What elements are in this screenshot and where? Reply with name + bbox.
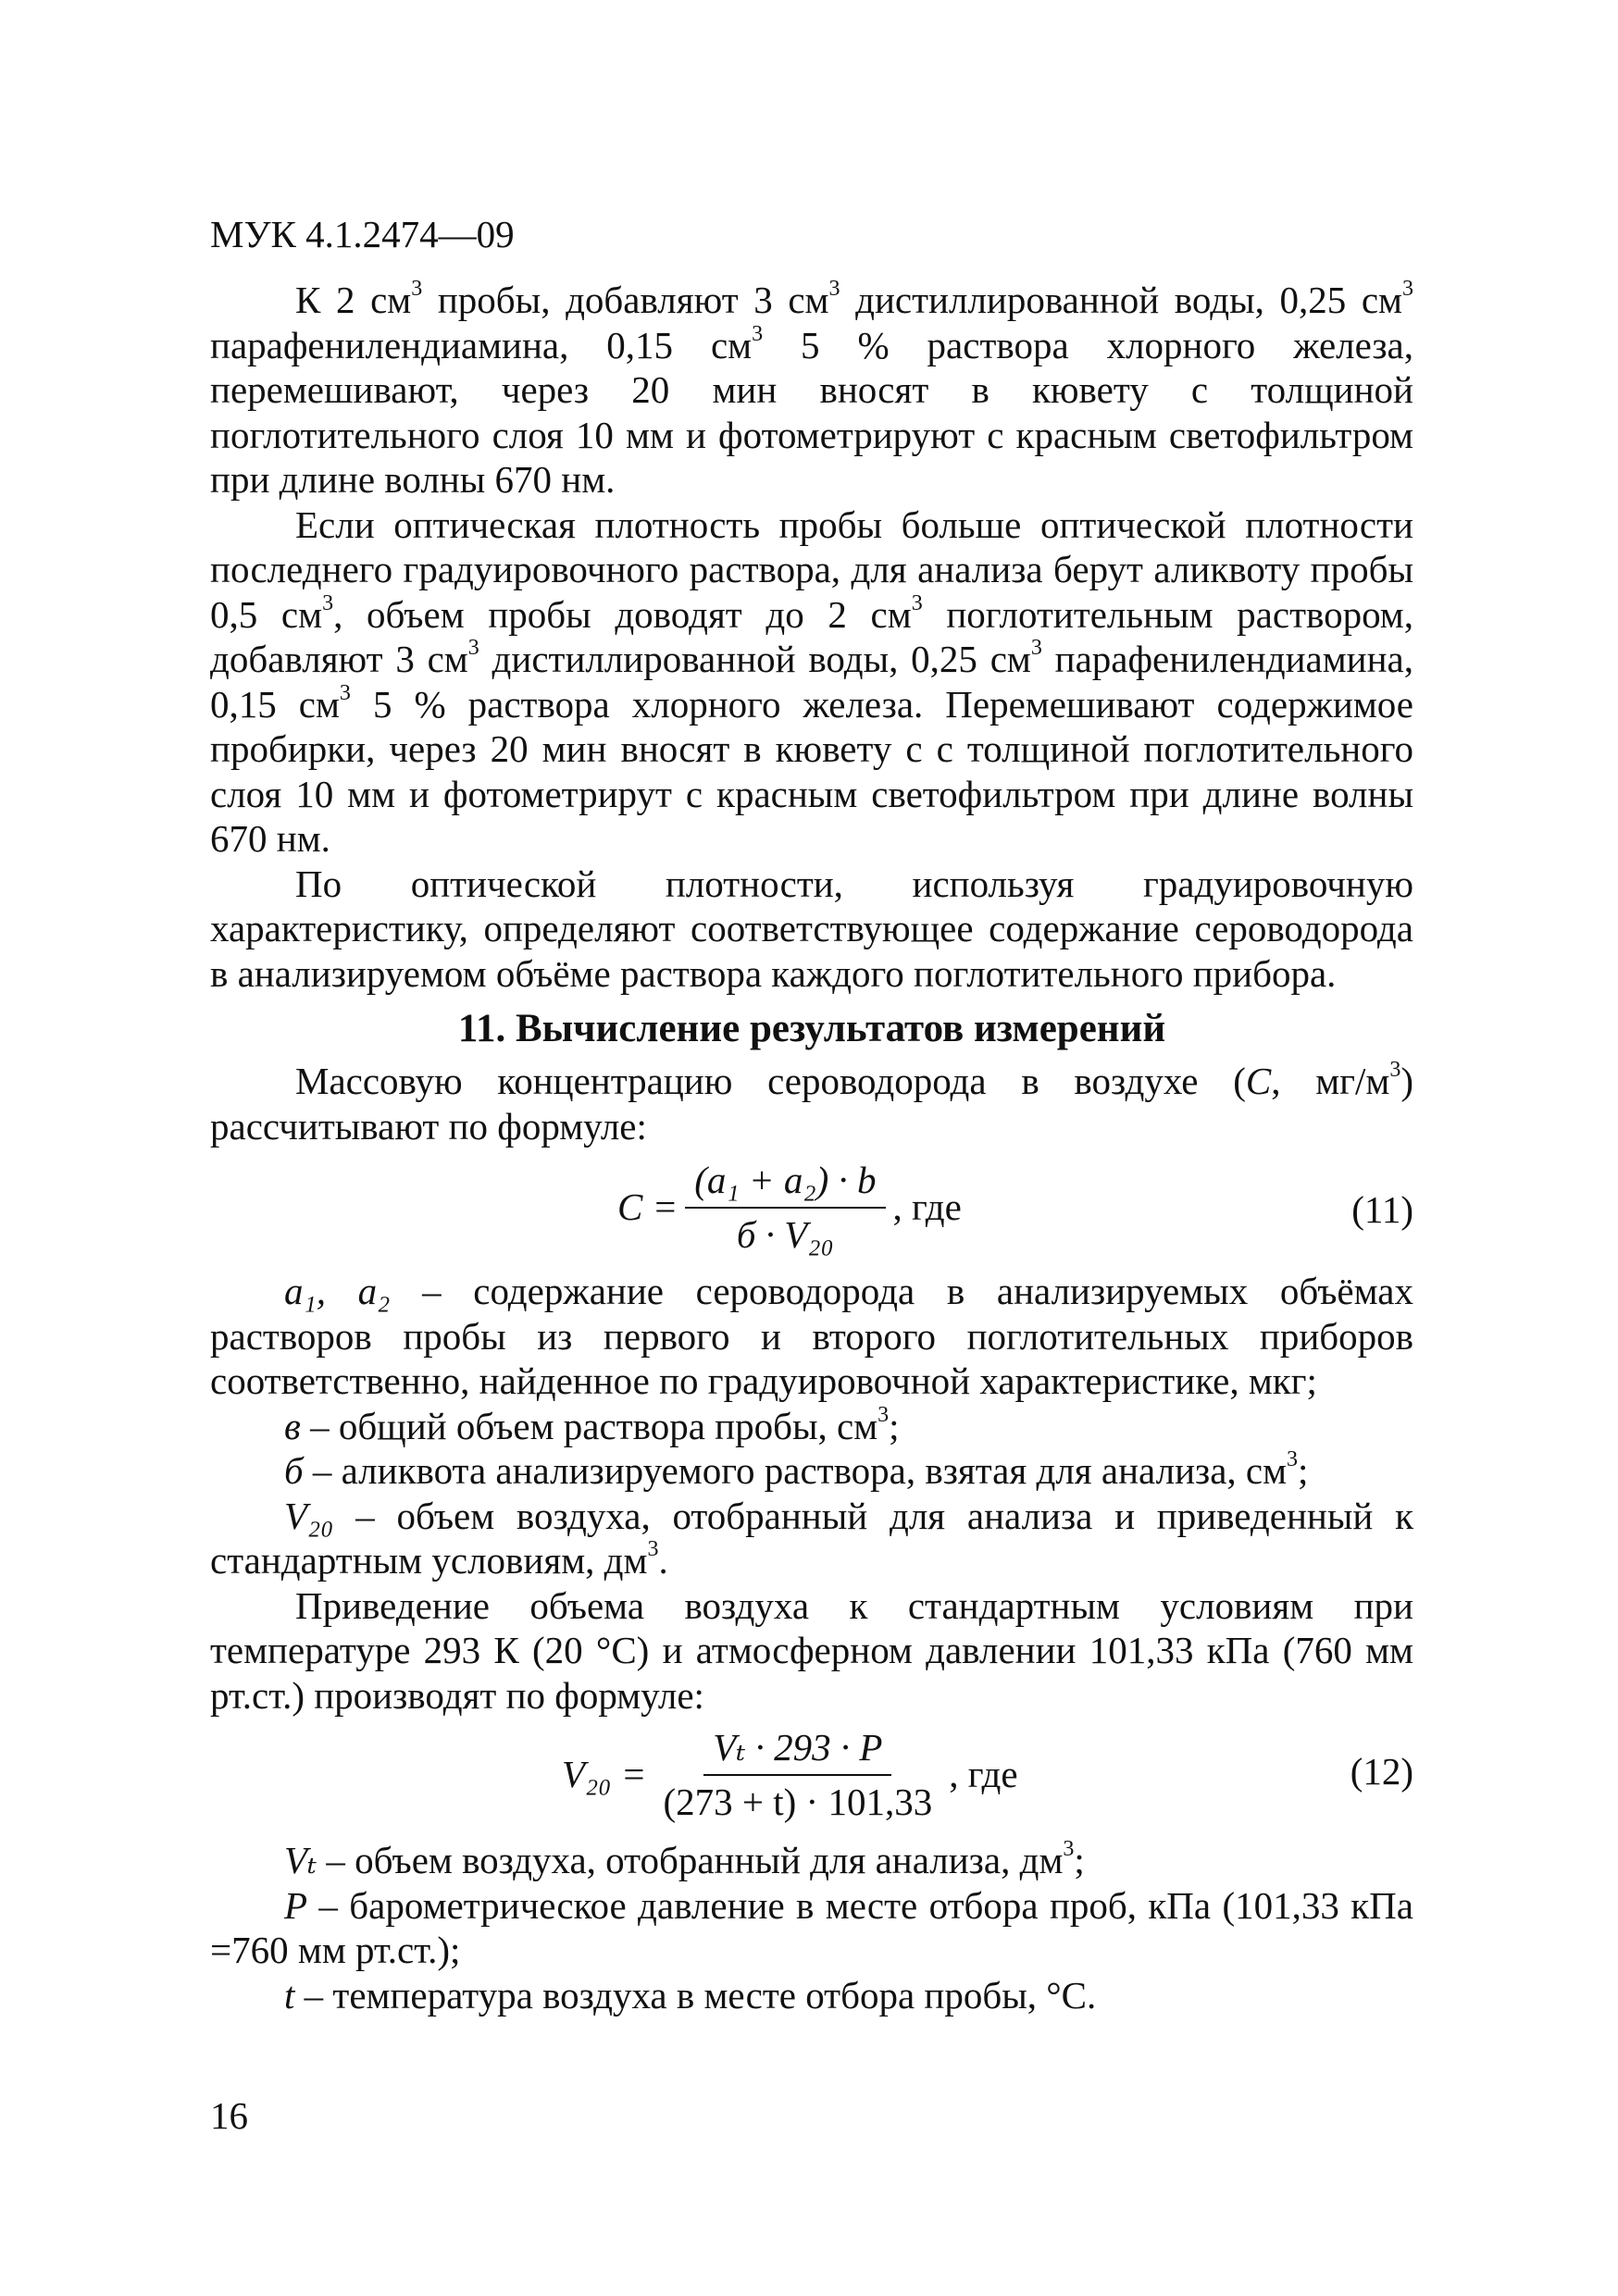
formula-12-row <box>210 1718 1413 1838</box>
variable: б <box>284 1449 304 1492</box>
section-heading: 11. Вычисление результатов измерений <box>457 1007 1166 1050</box>
text-run: дистиллированной воды, 0,25 см <box>840 279 1402 321</box>
fraction <box>685 1158 885 1257</box>
formula-11 <box>617 1158 962 1257</box>
superscript: 3 <box>911 590 923 615</box>
variable: в <box>284 1404 301 1447</box>
superscript: 3 <box>1063 1837 1075 1862</box>
equation-number-12: (12) <box>1350 1750 1413 1793</box>
formula-lhs: C = <box>617 1185 678 1229</box>
text-run: дистиллированной воды, 0,25 см <box>479 638 1031 680</box>
superscript: 3 <box>877 1402 890 1427</box>
superscript: 3 <box>1030 636 1042 661</box>
paragraph-1 <box>210 278 1413 503</box>
variable: a₁, a₂ <box>284 1270 391 1312</box>
text-run: ; <box>1298 1449 1309 1492</box>
definition-text: – объем воздуха, отобранный для анализа и приведенный к стандартным условиям, дм <box>210 1494 1413 1582</box>
definition-text: – температура воздуха в месте отбора пробы, °С. <box>294 1973 1097 2017</box>
text-run: 5 % раствора хлорного железа, перемешивают, через 20 мин вносят в кювету с толщиной поглотительного слоя 10 мм и фотометрируют с красным светофильтром при длине волны 670 нм. <box>210 323 1413 501</box>
text-run: К 2 см <box>295 279 412 321</box>
formula-12 <box>562 1725 1018 1824</box>
definition-b <box>210 1448 1413 1494</box>
text-run: ; <box>1074 1839 1085 1881</box>
calc-intro <box>210 1059 1413 1148</box>
definition-text: – общий объем раствора пробы, см <box>300 1404 878 1447</box>
text-run: парафенилендиамина, 0,15 см <box>210 323 753 366</box>
definition-a <box>210 1269 1413 1404</box>
fraction-denominator: (273 + t) · 101,33 <box>663 1780 933 1823</box>
text-run: 5 % раствора хлорного железа. Перемешивают содержимое пробирки, через 20 мин вносят в кювету с с толщиной поглотительного слоя 10 мм и фотометрирут с красным светофильтром при длине волны 670 нм. <box>210 682 1413 860</box>
fraction <box>653 1725 941 1824</box>
body-text <box>210 278 1413 2017</box>
variable-c: C <box>1245 1060 1272 1102</box>
formula-11-row <box>210 1148 1413 1269</box>
superscript: 3 <box>339 680 351 705</box>
superscript: 3 <box>411 277 423 302</box>
text-run: , объем пробы доводят до 2 см <box>333 592 912 636</box>
definition-text: – барометрическое давление в месте отбора проб, кПа (101,33 кПа =760 мм рт.ст.); <box>210 1883 1413 1971</box>
text-run: ) рассчитывают по формуле: <box>210 1060 1413 1148</box>
text-run: поглотительным раствором, добавляют 3 см <box>210 592 1413 680</box>
reduction-paragraph: Приведение объема воздуха к стандартным условиям при температуре 293 К (20 °С) и атмосферном давлении 101,33 кПа (760 мм рт.ст.) производят по формуле: <box>210 1583 1413 1717</box>
superscript: 3 <box>1402 277 1413 302</box>
definition-t <box>210 1973 1413 2018</box>
definition-text: – объем воздуха, отобранный для анализа, дм <box>317 1839 1064 1881</box>
page-number: 16 <box>210 2094 248 2137</box>
variable: V₂₀ <box>284 1494 334 1537</box>
definition-v20 <box>210 1494 1413 1583</box>
formula-suffix: , где <box>949 1753 1018 1796</box>
variable: Vₜ <box>284 1839 317 1881</box>
text-run: Если оптическая плотность пробы больше оптической плотности последнего градуировочного раствора, для анализа берут аликвоту пробы 0,5 см <box>210 503 1413 636</box>
superscript: 3 <box>1287 1447 1299 1472</box>
variable: t <box>284 1973 295 2017</box>
formula-suffix: , где <box>892 1185 962 1229</box>
text-run: , мг/м <box>1271 1060 1390 1102</box>
definition-vt <box>210 1838 1413 1883</box>
superscript: 3 <box>647 1537 659 1562</box>
text-run: пробы, добавляют 3 см <box>422 279 829 321</box>
paragraph-2 <box>210 503 1413 862</box>
fraction-numerator: Vₜ · 293 · P <box>703 1725 891 1776</box>
variable: P <box>284 1883 308 1927</box>
superscript: 3 <box>467 636 479 661</box>
equation-number-11: (11) <box>1351 1188 1413 1231</box>
definition-text: – содержание сероводорода в анализируемых объёмах растворов пробы из первого и второго поглотительных приборов соответственно, найденное по градуировочной характеристике, мкг; <box>210 1270 1413 1402</box>
text-run: ; <box>889 1404 900 1447</box>
text-run: парафенилендиамина, 0,15 см <box>210 638 1413 726</box>
superscript: 3 <box>322 590 334 615</box>
document-code-header: МУК 4.1.2474—09 <box>210 213 515 255</box>
formula-lhs: V₂₀ = <box>562 1753 647 1796</box>
definition-v <box>210 1404 1413 1449</box>
fraction-numerator: (a₁ + a₂) · b <box>685 1158 885 1209</box>
text-run: . <box>658 1539 668 1582</box>
superscript: 3 <box>1389 1058 1401 1083</box>
superscript: 3 <box>752 321 764 346</box>
definition-p <box>210 1883 1413 1973</box>
paragraph-3: По оптической плотности, используя градуировочную характеристику, определяют соответствующее содержание сероводорода в анализируемом объёме раствора каждого поглотительного прибора. <box>210 862 1413 995</box>
text-run: Массовую концентрацию сероводорода в воздухе ( <box>295 1060 1246 1102</box>
superscript: 3 <box>828 277 840 302</box>
fraction-denominator: б · V₂₀ <box>736 1212 834 1256</box>
definition-text: – аликвота анализируемого раствора, взятая для анализа, см <box>303 1449 1288 1492</box>
